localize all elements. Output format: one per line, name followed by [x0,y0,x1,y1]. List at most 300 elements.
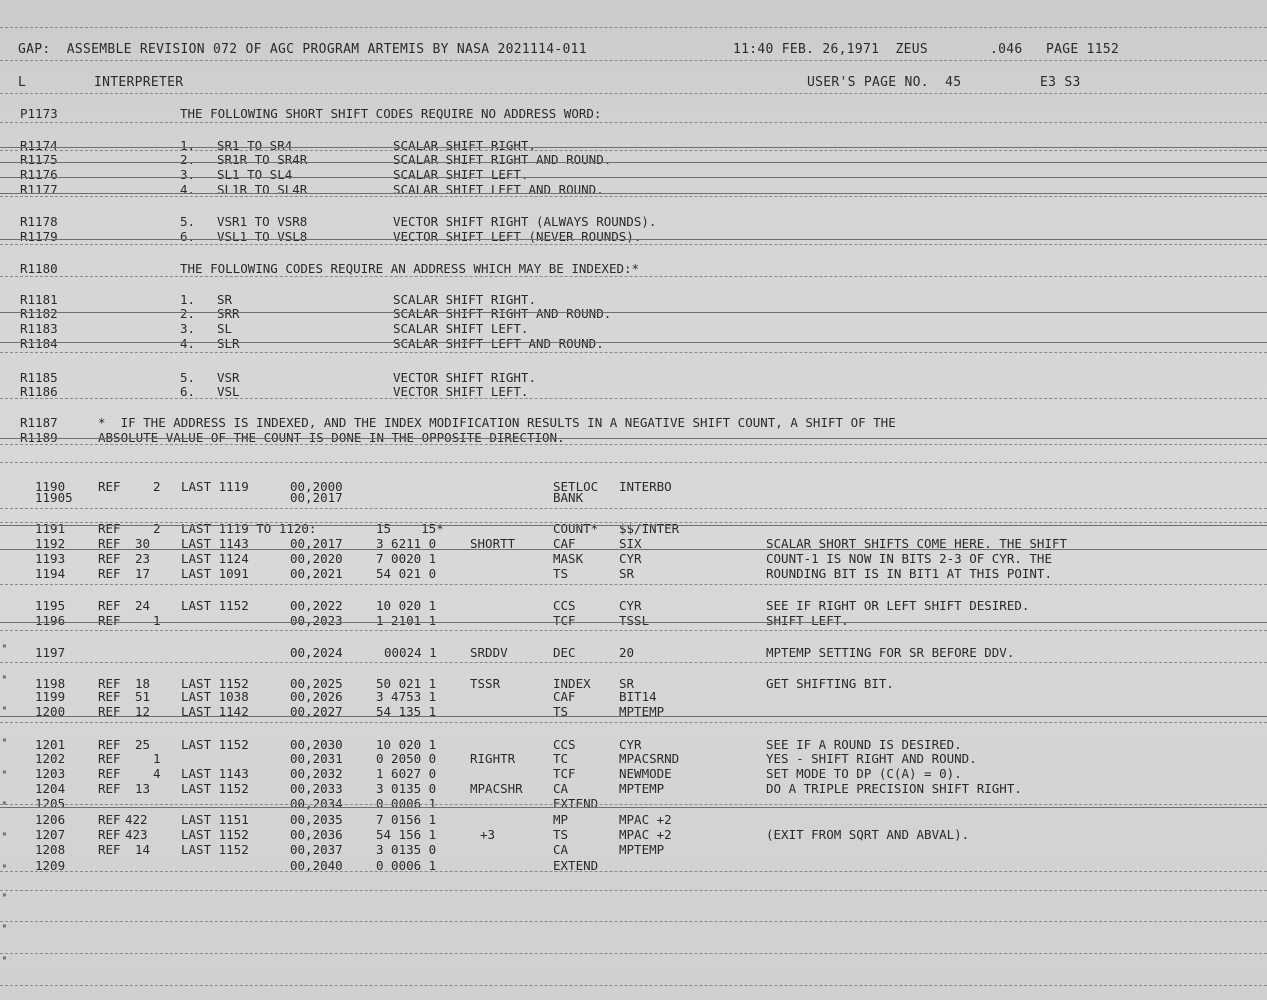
item-number: 1. [180,138,196,153]
address: 00,2017 [290,536,343,551]
ref-marker: REF [98,566,121,581]
code-line [0,781,1267,797]
operand: SIX [619,536,642,551]
opcode: DEC [553,645,576,660]
operand: MPTEMP [619,704,665,719]
machine-word: 0 0006 1 [376,796,437,811]
machine-word: 54 135 1 [376,704,437,719]
ref-marker: REF [98,676,121,691]
machine-word: 3 4753 1 [376,689,437,704]
line-number: 1191 [35,521,66,536]
comment: SCALAR SHORT SHIFTS COME HERE. THE SHIFT [766,536,1068,551]
line-id: R1184 [20,336,58,351]
ref-count: 17 [135,566,151,581]
ref-marker: REF [98,812,121,827]
divider [0,953,1267,954]
divider [0,60,1267,61]
operand: $$/INTER [619,521,680,536]
ref-marker: REF [98,479,121,494]
ref-count: 422 [125,812,148,827]
address: 00,2026 [290,689,343,704]
divider [0,890,1267,891]
address: 00,2027 [290,704,343,719]
address: 00,2022 [290,598,343,613]
ref-marker: REF [98,551,121,566]
line-number: 1208 [35,842,66,857]
divider [0,93,1267,94]
item-number: 5. [180,214,196,229]
line-number: 1201 [35,737,66,752]
ref-count: 51 [135,689,151,704]
ref-count: 24 [135,598,151,613]
opcode: TCF [553,766,576,781]
line-id: R1180 [20,261,58,276]
comment: SEE IF A ROUND IS DESIRED. [766,737,962,752]
divider [0,398,1267,399]
divider [0,177,1267,178]
line-number: 1195 [35,598,66,613]
item-number: 2. [180,152,196,167]
address: 00,2035 [290,812,343,827]
opcode: TS [553,827,569,842]
shift-code: SRR [217,306,240,321]
margin-mark: ▪ [2,921,7,930]
header-title: GAP: ASSEMBLE REVISION 072 OF AGC PROGRAM ARTEMIS BY NASA 2021114-011 [18,42,587,57]
sheet-code: E3 S3 [1040,75,1081,90]
code-line [0,490,1267,506]
shift-description: SCALAR SHIFT RIGHT. [393,292,536,307]
comment-line [0,167,1267,183]
shift-description: SCALAR SHIFT RIGHT AND ROUND. [393,306,612,321]
line-id: R1186 [20,384,58,399]
comment-line [0,321,1267,337]
line-number: 1209 [35,858,66,873]
comment: MPTEMP SETTING FOR SR BEFORE DDV. [766,645,1015,660]
line-number: 1194 [35,566,66,581]
line-id: R1187 [20,415,58,430]
last-reference: LAST 1152 [181,842,249,857]
line-id: R1181 [20,292,58,307]
opcode: CAF [553,689,576,704]
operand: CYR [619,551,642,566]
opcode: EXTEND [553,858,599,873]
machine-word: 54 156 1 [376,827,437,842]
last-reference: LAST 1142 [181,704,249,719]
divider [0,147,1267,148]
users-page-number: USER'S PAGE NO. 45 [807,75,962,90]
line-id: R1175 [20,152,58,167]
margin-mark: ▪ [2,672,7,681]
comment: ROUNDING BIT IS IN BIT1 AT THIS POINT. [766,566,1052,581]
code-line [0,645,1267,661]
operand: MPTEMP [619,842,665,857]
line-number: 11905 [35,490,73,505]
divider [0,921,1267,922]
divider [0,584,1267,585]
symbol-label: SRDDV [470,645,508,660]
symbol-label: RIGHTR [470,751,516,766]
line-number: 1197 [35,645,66,660]
header-line [0,42,1267,58]
symbol-label: SHORTT [470,536,516,551]
last-reference: LAST 1143 [181,766,249,781]
code-line [0,613,1267,629]
line-id: P1173 [20,106,58,121]
last-reference: LAST 1119 TO 1120: [181,521,317,536]
divider [0,244,1267,245]
divider [0,462,1267,463]
column-l: L [18,75,27,90]
operand: MPACSRND [619,751,680,766]
ref-count: 13 [135,781,151,796]
last-reference: LAST 1038 [181,689,249,704]
line-id: R1182 [20,306,58,321]
machine-word: 00024 1 [384,645,437,660]
comment-text: * IF THE ADDRESS IS INDEXED, AND THE INDEX MODIFICATION RESULTS IN A NEGATIVE SHIFT COUNT, A SHIFT OF THE [98,415,896,430]
code-line [0,566,1267,582]
shift-description: SCALAR SHIFT LEFT. [393,167,529,182]
ref-marker: REF [98,704,121,719]
operand: CYR [619,737,642,752]
divider [0,622,1267,623]
line-id: R1176 [20,167,58,182]
address: 00,2020 [290,551,343,566]
opcode: TS [553,704,569,719]
divider [0,193,1267,194]
ref-marker: REF [98,536,121,551]
ref-marker: REF [98,598,121,613]
code-line [0,521,1267,537]
item-number: 4. [180,336,196,351]
opcode: COUNT* [553,521,599,536]
machine-word: 1 6027 0 [376,766,437,781]
divider [0,239,1267,240]
address: 00,2017 [290,490,343,505]
symbol-label: TSSR [470,676,501,691]
divider [0,122,1267,123]
shift-description: VECTOR SHIFT LEFT (NEVER ROUNDS). [393,229,642,244]
last-reference: LAST 1143 [181,536,249,551]
ref-count: 18 [135,676,151,691]
last-reference: LAST 1152 [181,737,249,752]
opcode: BANK [553,490,584,505]
opcode: CCS [553,598,576,613]
ref-marker: REF [98,613,121,628]
machine-word: 3 6211 0 [376,536,437,551]
comment-line [0,152,1267,168]
opcode: CAF [553,536,576,551]
margin-mark: ▪ [2,798,7,807]
machine-word: 0 2050 0 [376,751,437,766]
ref-marker: REF [98,521,121,536]
item-number: 5. [180,370,196,385]
ref-count: 4 [153,766,161,781]
line-id: R1178 [20,214,58,229]
divider [0,522,1267,523]
divider [0,342,1267,343]
divider [0,352,1267,353]
section-line [0,75,1267,91]
comment-text: THE FOLLOWING CODES REQUIRE AN ADDRESS WHICH MAY BE INDEXED:* [180,261,640,276]
line-number: 1206 [35,812,66,827]
ref-count: 2 [153,521,161,536]
comment: SEE IF RIGHT OR LEFT SHIFT DESIRED. [766,598,1030,613]
machine-word: 3 0135 0 [376,781,437,796]
last-reference: LAST 1119 [181,479,249,494]
opcode: EXTEND [553,796,599,811]
shift-description: VECTOR SHIFT RIGHT (ALWAYS ROUNDS). [393,214,657,229]
line-id: R1183 [20,321,58,336]
operand: 20 [619,645,635,660]
address: 00,2032 [290,766,343,781]
line-id: R1185 [20,370,58,385]
opcode: TS [553,566,569,581]
ref-marker: REF [98,766,121,781]
header-page-code: .046 [990,42,1023,57]
last-reference: LAST 1124 [181,551,249,566]
opcode: CCS [553,737,576,752]
ref-count: 14 [135,842,151,857]
last-reference: LAST 1091 [181,566,249,581]
line-number: 1196 [35,613,66,628]
shift-code: SR1R TO SR4R [217,152,308,167]
shift-description: SCALAR SHIFT RIGHT AND ROUND. [393,152,612,167]
address: 00,2024 [290,645,343,660]
ref-marker: REF [98,781,121,796]
line-number: 1198 [35,676,66,691]
comment-line [0,229,1267,245]
comment: YES - SHIFT RIGHT AND ROUND. [766,751,977,766]
operand: MPTEMP [619,781,665,796]
section-title: INTERPRETER [94,75,184,90]
divider [0,662,1267,663]
divider [0,804,1267,805]
operand: MPAC +2 [619,827,672,842]
operand: NEWMODE [619,766,672,781]
ref-count: 12 [135,704,151,719]
shift-description: SCALAR SHIFT LEFT. [393,321,529,336]
ref-count: 25 [135,737,151,752]
machine-word: 7 0156 1 [376,812,437,827]
divider [0,549,1267,550]
ref-count: 423 [125,827,148,842]
divider [0,162,1267,163]
divider [0,312,1267,313]
item-number: 2. [180,306,196,321]
shift-code: SLR [217,336,240,351]
divider [0,525,1267,526]
code-line [0,551,1267,567]
shift-code: SL [217,321,233,336]
code-line [0,751,1267,767]
line-number: 1199 [35,689,66,704]
shift-code: SR [217,292,233,307]
margin-mark: ▪ [2,767,7,776]
operand: BIT14 [619,689,657,704]
line-id: R1177 [20,182,58,197]
comment-text: ABSOLUTE VALUE OF THE COUNT IS DONE IN THE OPPOSITE DIRECTION. [98,430,565,445]
machine-word: 15 15* [376,521,444,536]
last-reference: LAST 1152 [181,827,249,842]
opcode: SETLOC [553,479,599,494]
shift-description: VECTOR SHIFT RIGHT. [393,370,536,385]
divider [0,444,1267,445]
operand: CYR [619,598,642,613]
address: 00,2040 [290,858,343,873]
machine-word: 1 2101 1 [376,613,437,628]
machine-word: 7 0020 1 [376,551,437,566]
margin-mark: ▪ [2,861,7,870]
line-number: 1192 [35,536,66,551]
ref-marker: REF [98,737,121,752]
margin-mark: ▪ [2,890,7,899]
ref-count: 1 [153,751,161,766]
comment-line [0,261,1267,277]
opcode: INDEX [553,676,591,691]
operand: SR [619,566,635,581]
code-line [0,598,1267,614]
margin-mark: ▪ [2,829,7,838]
item-number: 6. [180,384,196,399]
operand: SR [619,676,635,691]
code-line [0,842,1267,858]
address: 00,2021 [290,566,343,581]
margin-mark: ▪ [2,953,7,962]
machine-word: 0 0006 1 [376,858,437,873]
line-number: 1207 [35,827,66,842]
divider [0,985,1267,986]
operand: INTERBO [619,479,672,494]
line-number: 1193 [35,551,66,566]
ref-count: 30 [135,536,151,551]
operand: MPAC +2 [619,812,672,827]
header-timestamp: 11:40 FEB. 26,1971 ZEUS [733,42,929,57]
shift-code: SL1R TO SL4R [217,182,308,197]
divider [0,630,1267,631]
comment: DO A TRIPLE PRECISION SHIFT RIGHT. [766,781,1022,796]
comment-line [0,306,1267,322]
divider [0,27,1267,28]
divider [0,196,1267,197]
ref-marker: REF [98,689,121,704]
address: 00,2034 [290,796,343,811]
ref-count: 23 [135,551,151,566]
comment-line [0,106,1267,122]
ref-marker: REF [98,842,121,857]
shift-code: VSL1 TO VSL8 [217,229,308,244]
line-number: 1203 [35,766,66,781]
opcode: MASK [553,551,584,566]
line-number: 1202 [35,751,66,766]
last-reference: LAST 1152 [181,598,249,613]
comment-line [0,415,1267,431]
ref-marker: REF [98,827,121,842]
code-line [0,689,1267,705]
divider [0,276,1267,277]
divider [0,508,1267,509]
item-number: 6. [180,229,196,244]
shift-code: SL1 TO SL4 [217,167,293,182]
shift-description: SCALAR SHIFT RIGHT. [393,138,536,153]
comment-line [0,214,1267,230]
last-reference: LAST 1152 [181,676,249,691]
address: 00,2037 [290,842,343,857]
divider [0,871,1267,872]
header-page-number: PAGE 1152 [1046,42,1120,57]
comment: COUNT-1 IS NOW IN BITS 2-3 OF CYR. THE [766,551,1052,566]
comment: (EXIT FROM SQRT AND ABVAL). [766,827,970,842]
address: 00,2030 [290,737,343,752]
divider [0,716,1267,717]
shift-code: VSR [217,370,240,385]
address: 00,2031 [290,751,343,766]
ref-count: 2 [153,479,161,494]
shift-description: SCALAR SHIFT LEFT AND ROUND. [393,182,604,197]
opcode: CA [553,781,569,796]
address: 00,2023 [290,613,343,628]
opcode: TC [553,751,569,766]
divider [0,807,1267,808]
line-id: R1174 [20,138,58,153]
code-line [0,812,1267,828]
machine-word: 10 020 1 [376,737,437,752]
divider [0,150,1267,151]
line-id: R1179 [20,229,58,244]
last-reference: LAST 1152 [181,781,249,796]
code-line [0,766,1267,782]
item-number: 3. [180,167,196,182]
opcode: MP [553,812,569,827]
code-line [0,827,1267,843]
machine-word: 10 020 1 [376,598,437,613]
line-number: 1204 [35,781,66,796]
item-number: 1. [180,292,196,307]
opcode: TCF [553,613,576,628]
machine-word: 54 021 0 [376,566,437,581]
shift-code: VSR1 TO VSR8 [217,214,308,229]
ref-count: 1 [153,613,161,628]
margin-mark: ▪ [2,641,7,650]
operand: TSSL [619,613,650,628]
item-number: 4. [180,182,196,197]
comment-text: THE FOLLOWING SHORT SHIFT CODES REQUIRE NO ADDRESS WORD: [180,106,602,121]
address: 00,2000 [290,479,343,494]
comment-line [0,336,1267,352]
address: 00,2036 [290,827,343,842]
divider [0,438,1267,439]
ref-marker: REF [98,751,121,766]
comment: GET SHIFTING BIT. [766,676,894,691]
address: 00,2025 [290,676,343,691]
symbol-label: MPACSHR [470,781,523,796]
line-number: 1190 [35,479,66,494]
machine-word: 3 0135 0 [376,842,437,857]
machine-word: 50 021 1 [376,676,437,691]
shift-code: VSL [217,384,240,399]
comment: SET MODE TO DP (C(A) = 0). [766,766,962,781]
comment: SHIFT LEFT. [766,613,849,628]
divider [0,722,1267,723]
shift-description: VECTOR SHIFT LEFT. [393,384,529,399]
line-number: 1200 [35,704,66,719]
shift-description: SCALAR SHIFT LEFT AND ROUND. [393,336,604,351]
line-id: R1189 [20,430,58,445]
line-number: 1205 [35,796,66,811]
code-line [0,704,1267,720]
item-number: 3. [180,321,196,336]
last-reference: LAST 1151 [181,812,249,827]
symbol-label: +3 [480,827,496,842]
